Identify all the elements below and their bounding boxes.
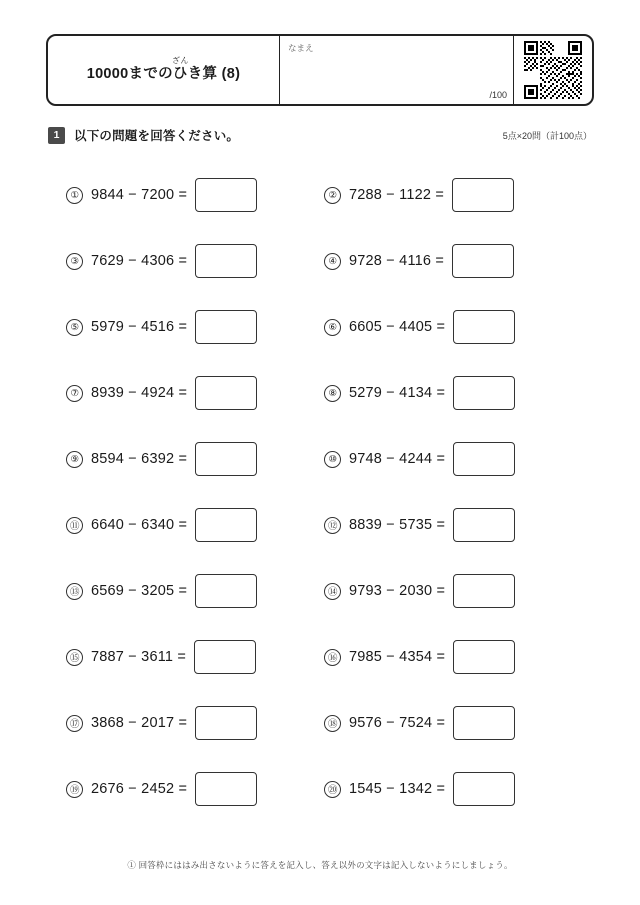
problem-number: ⑯: [324, 649, 341, 666]
page-title: 10000までのひき算 (8): [86, 65, 241, 82]
problem-number: ⑩: [324, 451, 341, 468]
qr-code-icon: [524, 41, 582, 99]
problem-number: ⑧: [324, 385, 341, 402]
points-note: 5点×20問（計100点）: [502, 130, 592, 141]
problem-item: [66, 294, 324, 360]
problem-expression: 9576 − 7524 =: [349, 715, 446, 731]
problem-number: ⑨: [66, 451, 83, 468]
answer-input-box[interactable]: [453, 442, 515, 476]
instruction-text: 以下の問題を回答ください。: [74, 129, 240, 143]
problem-number: ⑥: [324, 319, 341, 336]
score-total-label: /100: [489, 90, 507, 100]
problem-item: [324, 756, 582, 822]
answer-input-box[interactable]: [195, 574, 257, 608]
answer-input-box[interactable]: [453, 772, 515, 806]
problem-number: ⑬: [66, 583, 83, 600]
answer-input-box[interactable]: [195, 508, 257, 542]
problem-item: [324, 558, 582, 624]
problem-item: [66, 228, 324, 294]
problem-expression: 7629 − 4306 =: [91, 253, 188, 269]
problem-expression: 3868 − 2017 =: [91, 715, 188, 731]
problem-number: ⑰: [66, 715, 83, 732]
problem-expression: 9844 − 7200 =: [91, 187, 188, 203]
answer-input-box[interactable]: [195, 310, 257, 344]
answer-input-box[interactable]: [453, 376, 515, 410]
problem-number: ②: [324, 187, 341, 204]
problem-expression: 2676 − 2452 =: [91, 781, 188, 797]
section-number-badge: 1: [48, 127, 65, 144]
problem-expression: 6640 − 6340 =: [91, 517, 188, 533]
problem-item: [66, 756, 324, 822]
name-field[interactable]: [280, 36, 514, 104]
problem-expression: 1545 − 1342 =: [349, 781, 446, 797]
answer-input-box[interactable]: [195, 706, 257, 740]
answer-input-box[interactable]: [195, 442, 257, 476]
problem-expression: 7985 − 4354 =: [349, 649, 446, 665]
problem-expression: 6605 − 4405 =: [349, 319, 446, 335]
title-furigana: ざん: [171, 56, 189, 66]
problem-expression: 7887 − 3611 =: [91, 649, 187, 665]
problem-number: ⑤: [66, 319, 83, 336]
answer-input-box[interactable]: [452, 244, 514, 278]
problem-item: [66, 360, 324, 426]
problem-expression: 5279 − 4134 =: [349, 385, 446, 401]
problem-number: ⑲: [66, 781, 83, 798]
answer-input-box[interactable]: [195, 244, 257, 278]
problem-item: [324, 624, 582, 690]
problem-item: [66, 162, 324, 228]
answer-input-box[interactable]: [453, 706, 515, 740]
name-label: なまえ: [288, 43, 314, 53]
answer-input-box[interactable]: [453, 640, 515, 674]
problems-grid: [40, 162, 600, 822]
problem-expression: 7288 − 1122 =: [349, 187, 445, 203]
problem-expression: 8839 − 5735 =: [349, 517, 446, 533]
problem-item: [324, 690, 582, 756]
problem-item: [66, 690, 324, 756]
problem-item: [66, 426, 324, 492]
problem-expression: 6569 − 3205 =: [91, 583, 188, 599]
problem-item: [324, 294, 582, 360]
problem-item: [66, 624, 324, 690]
problem-expression: 9728 − 4116 =: [349, 253, 445, 269]
answer-input-box[interactable]: [195, 178, 257, 212]
header-title-cell: [48, 36, 280, 104]
problem-item: [324, 426, 582, 492]
answer-input-box[interactable]: [453, 574, 515, 608]
answer-input-box[interactable]: [195, 772, 257, 806]
problem-expression: 9748 − 4244 =: [349, 451, 446, 467]
problem-number: ⑮: [66, 649, 83, 666]
problem-number: ⑪: [66, 517, 83, 534]
answer-input-box[interactable]: [453, 310, 515, 344]
answer-input-box[interactable]: [195, 376, 257, 410]
problem-number: ⑭: [324, 583, 341, 600]
qr-code-cell: [514, 36, 592, 104]
answer-input-box[interactable]: [453, 508, 515, 542]
answer-input-box[interactable]: [452, 178, 514, 212]
problem-item: [66, 558, 324, 624]
problem-number: ④: [324, 253, 341, 270]
problem-number: ⑫: [324, 517, 341, 534]
problem-expression: 5979 − 4516 =: [91, 319, 188, 335]
problem-number: ③: [66, 253, 83, 270]
answer-input-box[interactable]: [194, 640, 256, 674]
problem-expression: 8594 − 6392 =: [91, 451, 188, 467]
problem-number: ⑦: [66, 385, 83, 402]
problem-expression: 9793 − 2030 =: [349, 583, 446, 599]
problem-number: ⑱: [324, 715, 341, 732]
problem-item: [324, 492, 582, 558]
problem-expression: 8939 − 4924 =: [91, 385, 188, 401]
problem-item: [324, 162, 582, 228]
instruction-row: [48, 126, 592, 144]
problem-item: [324, 360, 582, 426]
problem-item: [324, 228, 582, 294]
problem-number: ①: [66, 187, 83, 204]
worksheet-header: [46, 34, 594, 106]
footer-note: ① 回答枠にははみ出さないように答えを記入し、答え以外の文字は記入しないようにしましょう。: [127, 860, 513, 870]
problem-number: ⑳: [324, 781, 341, 798]
problem-item: [66, 492, 324, 558]
